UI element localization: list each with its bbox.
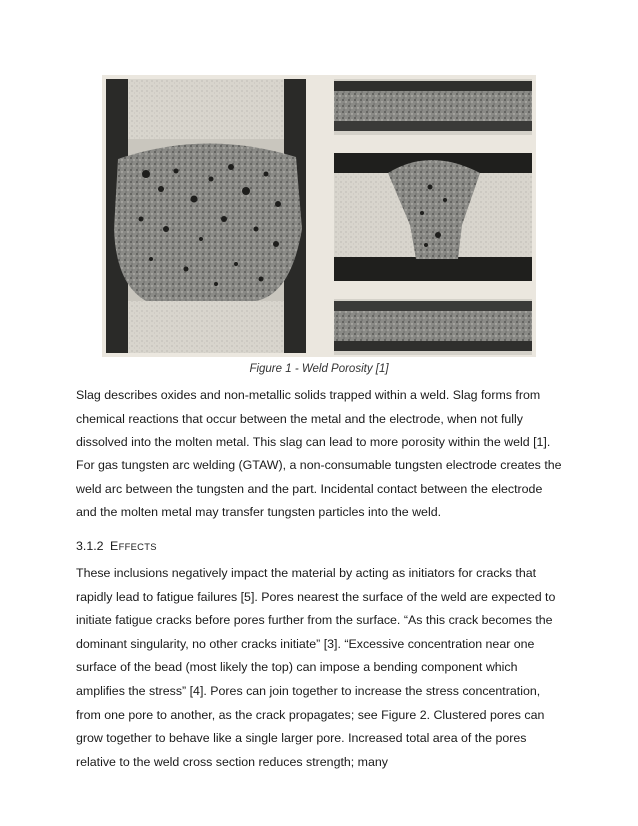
paragraph-effects-text: These inclusions negatively impact the material by acting as initiators for cracks that rapidly lead to fatigue failures [5]. Pores nearest the surface of the weld are expected to initiate fatigue cracks before pores further from the surface. “As this crack becomes the dominant singularity, no other cracks initiate” [3]. “Excessive concentration near one surface of the bead (most likely the top) can impose a bending component which amplifies the stress” [4]. Pores can join together to increase the stress concentration, from one pore to another, as the crack propagates; see Figure 2. Clustered pores can grow together to behave like a single larger pore. Increased total area of the pores relative to the weld cross section reduces strength; many <box>76 566 556 769</box>
weld-porosity-figure <box>102 75 536 357</box>
paragraph-slag <box>76 384 564 455</box>
paragraph-slag-text: Slag describes oxides and non-metallic solids trapped within a weld. Slag forms from chemical reactions that occur between the metal and the electrode, when not fully dissolved into the molten metal. This slag can lead to more porosity within the weld [1]. <box>76 388 551 450</box>
figure-caption: Figure 1 - Weld Porosity [1] <box>249 363 389 375</box>
paragraph-gtaw-text: For gas tungsten arc welding (GTAW), a non-consumable tungsten electrode creates the weld arc between the tungsten and the part. Incidental contact between the electrode and the molten metal may transfer tungsten particles into the weld. <box>76 458 562 520</box>
section-heading <box>76 538 157 555</box>
weld-cross-section-image <box>106 79 306 353</box>
paragraph-gtaw <box>76 454 564 525</box>
paragraph-effects <box>76 562 564 774</box>
section-title-rest: FFECTS <box>118 541 157 552</box>
section-title-initial: E <box>110 539 119 553</box>
weld-bead-images <box>330 75 536 357</box>
section-number: 3.1.2 <box>76 539 104 553</box>
section-title <box>110 541 157 552</box>
